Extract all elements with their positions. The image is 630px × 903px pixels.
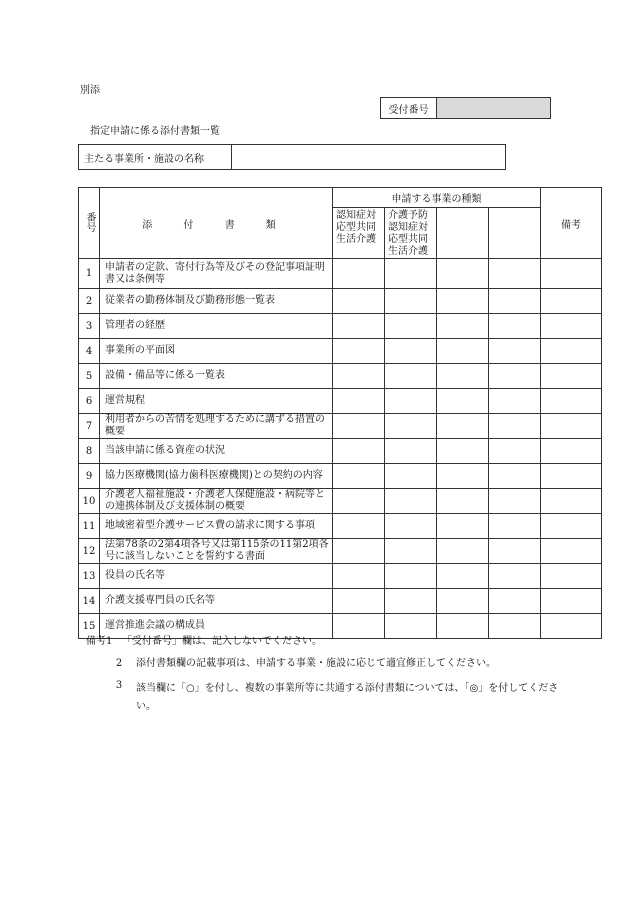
row-document-name: 事業所の平面図 [100, 339, 333, 364]
service-check-cell[interactable] [385, 414, 437, 439]
row-number: 9 [79, 464, 100, 489]
service-check-cell[interactable] [385, 289, 437, 314]
service-check-cell[interactable] [489, 314, 541, 339]
receipt-number-box [380, 97, 551, 119]
row-number: 3 [79, 314, 100, 339]
service-check-cell[interactable] [489, 414, 541, 439]
service-check-cell[interactable] [489, 389, 541, 414]
service-check-cell[interactable] [489, 564, 541, 589]
service-check-cell[interactable] [333, 539, 385, 564]
service-check-cell[interactable] [489, 439, 541, 464]
table-row [79, 589, 602, 614]
service-check-cell[interactable] [333, 389, 385, 414]
row-number: 10 [79, 489, 100, 514]
row-document-name: 当該申請に係る資産の状況 [100, 439, 333, 464]
row-document-name: 協力医療機関(協力歯科医療機関)との契約の内容 [100, 464, 333, 489]
note-text: 添付書類欄の記載事項は、申請する事業・施設に応じて適宜修正してください。 [136, 658, 496, 669]
service-check-cell[interactable] [437, 389, 489, 414]
service-check-cell[interactable] [437, 364, 489, 389]
facility-name-label: 主たる事業所・施設の名称 [79, 145, 232, 170]
row-number: 15 [79, 614, 100, 639]
service-check-cell[interactable] [489, 364, 541, 389]
service-check-cell[interactable] [437, 464, 489, 489]
row-remarks-cell[interactable] [541, 414, 602, 439]
attachment-table [78, 187, 602, 639]
row-remarks-cell[interactable] [541, 439, 602, 464]
table-row [79, 514, 602, 539]
service-check-cell[interactable] [385, 514, 437, 539]
row-document-name: 役員の氏名等 [100, 564, 333, 589]
service-check-cell[interactable] [333, 589, 385, 614]
receipt-number-label: 受付番号 [381, 98, 437, 119]
row-document-name: 介護老人福祉施設・介護老人保健施設・病院等との連携体制及び支援体制の概要 [100, 489, 333, 514]
row-number: 8 [79, 439, 100, 464]
service-check-cell[interactable] [437, 314, 489, 339]
row-document-name: 地域密着型介護サービス費の請求に関する事項 [100, 514, 333, 539]
service-check-cell[interactable] [333, 259, 385, 289]
facility-name-field[interactable] [232, 145, 506, 170]
table-row [79, 539, 602, 564]
table-row [79, 489, 602, 514]
service-check-cell[interactable] [333, 439, 385, 464]
row-remarks-cell[interactable] [541, 564, 602, 589]
service-check-cell[interactable] [333, 564, 385, 589]
row-number: 6 [79, 389, 100, 414]
row-number: 5 [79, 364, 100, 389]
service-check-cell[interactable] [437, 259, 489, 289]
note-number: 2 [115, 658, 123, 669]
row-remarks-cell[interactable] [541, 614, 602, 639]
note-item [86, 680, 566, 716]
service-check-cell[interactable] [489, 589, 541, 614]
service-check-cell[interactable] [333, 514, 385, 539]
document-title: 指定申請に係る添付書類一覧 [90, 126, 220, 137]
service-check-cell[interactable] [333, 364, 385, 389]
column-header-service-group: 申請する事業の種類 [333, 188, 541, 208]
service-check-cell[interactable] [489, 489, 541, 514]
service-check-cell[interactable] [437, 539, 489, 564]
service-check-cell[interactable] [385, 314, 437, 339]
service-check-cell[interactable] [489, 259, 541, 289]
service-check-cell[interactable] [437, 289, 489, 314]
service-column-4 [489, 208, 541, 259]
service-check-cell[interactable] [385, 259, 437, 289]
note-text: 「受付番号」欄は、記入しないでください。 [122, 636, 322, 647]
column-header-remarks: 備考 [541, 188, 602, 259]
row-number: 12 [79, 539, 100, 564]
row-remarks-cell[interactable] [541, 339, 602, 364]
remarks-notes [86, 636, 566, 726]
row-remarks-cell[interactable] [541, 289, 602, 314]
service-check-cell[interactable] [489, 464, 541, 489]
column-header-number [79, 188, 100, 259]
row-document-name: 利用者からの苦情を処理するために講ずる措置の概要 [100, 414, 333, 439]
service-check-cell[interactable] [489, 539, 541, 564]
service-check-cell[interactable] [385, 389, 437, 414]
annex-label: 別添 [80, 85, 100, 96]
row-number: 1 [79, 259, 100, 289]
number-header-text: 番号 [84, 211, 95, 232]
row-remarks-cell[interactable] [541, 389, 602, 414]
row-number: 11 [79, 514, 100, 539]
row-document-name: 運営規程 [100, 389, 333, 414]
service-check-cell[interactable] [437, 339, 489, 364]
row-remarks-cell[interactable] [541, 314, 602, 339]
service-check-cell[interactable] [385, 539, 437, 564]
service-check-cell[interactable] [437, 514, 489, 539]
note-number: 3 [115, 680, 123, 691]
row-remarks-cell[interactable] [541, 514, 602, 539]
row-remarks-cell[interactable] [541, 539, 602, 564]
row-number: 7 [79, 414, 100, 439]
service-check-cell[interactable] [437, 589, 489, 614]
table-row [79, 464, 602, 489]
row-document-name: 運営推進会議の構成員 [100, 614, 333, 639]
service-check-cell[interactable] [385, 439, 437, 464]
table-row [79, 364, 602, 389]
row-document-name: 介護支援専門員の氏名等 [100, 589, 333, 614]
column-header-document [100, 188, 333, 259]
service-column-1: 認知症対応型共同生活介護 [333, 208, 385, 259]
row-number: 4 [79, 339, 100, 364]
table-row [79, 339, 602, 364]
note-item [86, 658, 566, 670]
service-column-3 [437, 208, 489, 259]
service-check-cell[interactable] [385, 614, 437, 639]
service-check-cell[interactable] [333, 289, 385, 314]
table-row [79, 614, 602, 639]
row-remarks-cell[interactable] [541, 489, 602, 514]
note-item [86, 636, 566, 648]
service-check-cell[interactable] [437, 489, 489, 514]
service-check-cell[interactable] [437, 439, 489, 464]
receipt-number-field[interactable] [437, 98, 551, 119]
service-check-cell[interactable] [385, 564, 437, 589]
table-row [79, 389, 602, 414]
row-number: 2 [79, 289, 100, 314]
row-number: 14 [79, 589, 100, 614]
row-number: 13 [79, 564, 100, 589]
service-check-cell[interactable] [333, 489, 385, 514]
service-check-cell[interactable] [333, 464, 385, 489]
service-check-cell[interactable] [333, 414, 385, 439]
row-remarks-cell[interactable] [541, 464, 602, 489]
row-remarks-cell[interactable] [541, 589, 602, 614]
row-document-name: 従業者の勤務体制及び勤務形態一覧表 [100, 289, 333, 314]
service-check-cell[interactable] [489, 614, 541, 639]
note-text: 該当欄に「○」を付し、複数の事業所等に共通する添付書類については、「◎」を付してください。 [136, 683, 559, 712]
service-check-cell[interactable] [489, 514, 541, 539]
table-row [79, 314, 602, 339]
service-check-cell[interactable] [385, 339, 437, 364]
service-check-cell[interactable] [437, 614, 489, 639]
facility-name-box [78, 144, 506, 170]
service-check-cell[interactable] [333, 314, 385, 339]
table-row [79, 564, 602, 589]
table-row [79, 439, 602, 464]
service-check-cell[interactable] [489, 339, 541, 364]
service-check-cell[interactable] [385, 364, 437, 389]
row-remarks-cell[interactable] [541, 259, 602, 289]
row-document-name: 管理者の経歴 [100, 314, 333, 339]
document-header-text: 添 付 書 類 [142, 219, 290, 231]
service-column-2: 介護予防認知症対応型共同生活介護 [385, 208, 437, 259]
service-check-cell[interactable] [385, 464, 437, 489]
service-check-cell[interactable] [333, 614, 385, 639]
row-document-name: 法第78条の2第4項各号又は第115条の11第2項各号に該当しないことを誓約する書面 [100, 539, 333, 564]
table-row [79, 414, 602, 439]
service-check-cell[interactable] [385, 489, 437, 514]
service-check-cell[interactable] [489, 289, 541, 314]
service-check-cell[interactable] [333, 339, 385, 364]
row-document-name: 設備・備品等に係る一覧表 [100, 364, 333, 389]
row-remarks-cell[interactable] [541, 364, 602, 389]
service-check-cell[interactable] [385, 589, 437, 614]
table-row [79, 259, 602, 289]
service-check-cell[interactable] [437, 414, 489, 439]
notes-prefix: 備考1 [86, 636, 113, 647]
row-document-name: 申請者の定款、寄付行為等及びその登記事項証明書又は条例等 [100, 259, 333, 289]
service-check-cell[interactable] [437, 564, 489, 589]
table-row [79, 289, 602, 314]
